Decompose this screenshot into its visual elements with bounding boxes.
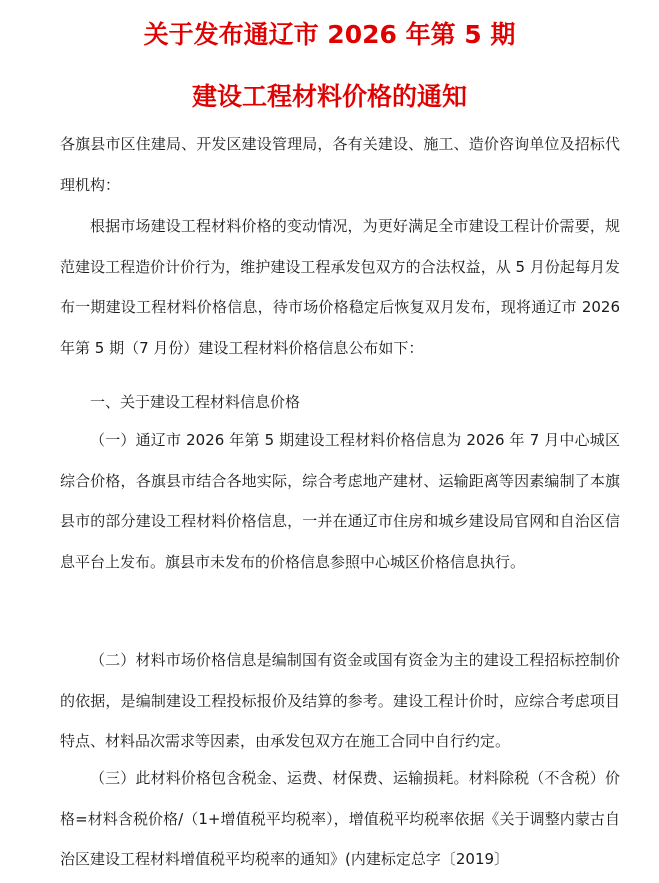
paragraph-item-1: （一）通辽市 2026 年第 5 期建设工程材料价格信息为 2026 年 7 月中心城区综合价格，各旗县市结合各地实际，综合考虑地产建材、运输距离等因素编制了本旗县市的部分建设工程材料价格信息，一并在通辽市住房和城乡建设局官网和自治区信息平台上发布。旗县市未发布的价格信息参照中心城区价格信息执行。 [60,431,620,571]
document-title-line-1: 关于发布通辽市 2026 年第 5 期 [143,20,516,49]
document-title-line-2: 建设工程材料价格的通知 [191,82,467,111]
paragraph-item-3: （三）此材料价格包含税金、运费、材保费、运输损耗。材料除税（不含税）价格=材料含税价格/（1+增值税平均税率），增值税平均税率依据《关于调整内蒙古自治区建设工程材料增值税平均税率的通知》(内建标定总字〔2019〕 [60,769,620,868]
salutation: 各旗县市区住建局、开发区建设管理局，各有关建设、施工、造价咨询单位及招标代理机构： [60,135,620,194]
paragraph-item-2: （二）材料市场价格信息是编制国有资金或国有资金为主的建设工程招标控制价的依据，是编制建设工程投标报价及结算的参考。建设工程计价时，应综合考虑项目特点、材料品次需求等因素，由承发包双方在施工合同中自行约定。 [60,651,620,750]
section-heading-1: 一、关于建设工程材料信息价格 [90,393,301,411]
paragraph-intro: 根据市场建设工程材料价格的变动情况，为更好满足全市建设工程计价需要，规范建设工程造价计价行为，维护建设工程承发包双方的合法权益，从 5 月份起每月发布一期建设工程材料价格信息，待市场价格稳定后恢复双月发布，现将通辽市 2026 年第 5 期（7 月份）建设工程材料价格信息公布如下： [60,217,620,357]
